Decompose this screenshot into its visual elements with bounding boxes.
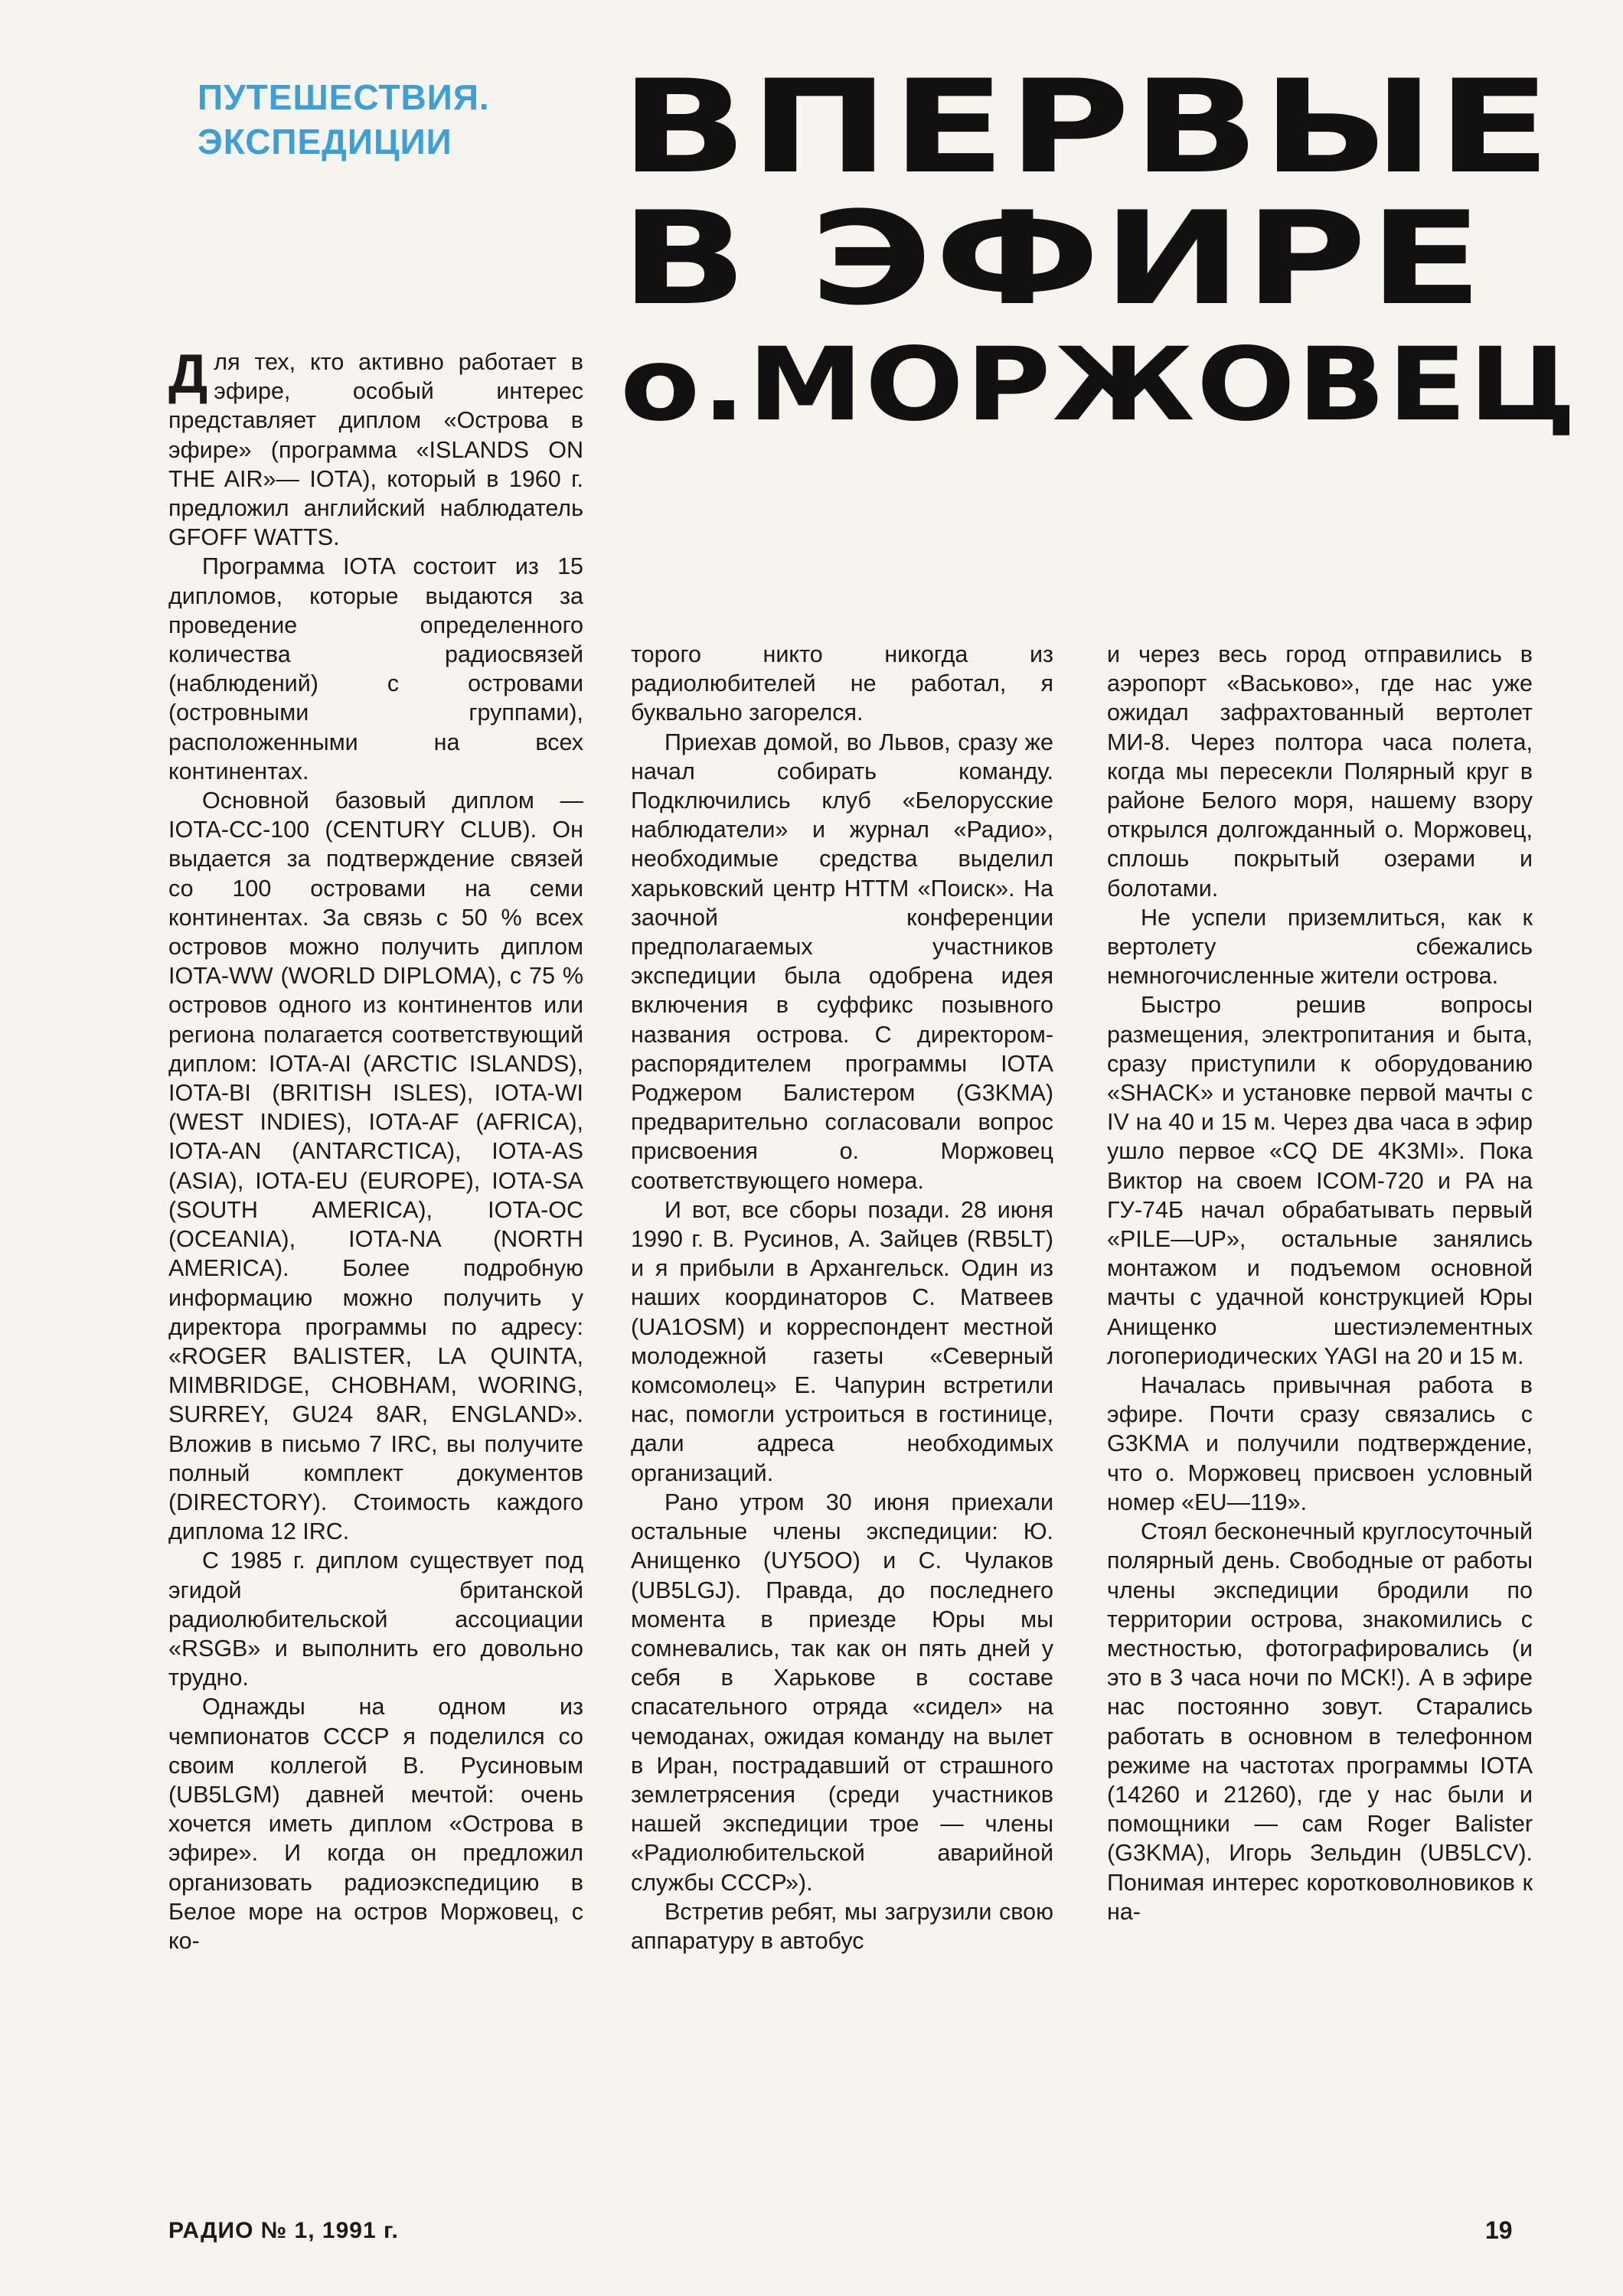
headline [620,52,1579,444]
section-rubric [198,75,490,164]
paragraph: Быстро решив вопросы размещения, электропитания и быта, сразу приступили к оборудованию «SHACK» и установке первой мачты с IV на 40 и 15 м. Через два часа в эфир ушло первое «CQ DE 4K3MI». Пока Виктор на своем ICOM-720 и PA на ГУ-74Б начал обрабатывать первый «PILE—UP», остальные занялись монтажом и подъемом основной мачты с удачной конструкцией Юры Анищенко шестиэлементных логопериодических YAGI на 20 и 15 м. [1107,992,1533,1369]
article-column-1 [168,344,583,1955]
paragraph: С 1985 г. диплом существует под эгидой британской радиолюбительской ассоциации «RSGB» и выполнить его довольно трудно. [168,1548,583,1691]
paragraph: Рано утром 30 июня приехали остальные члены экспедиции: Ю. Анищенко (UY5OO) и С. Чулаков (UB5LGJ). Правда, до последнего момента в приезде Юры мы сомневались, так как он пять дней у себя в Харькове в составе спасательного отряда «сидел» на чемоданах, ожидая команду на вылет в Иран, пострадавший от страшного землетрясения (среди участников нашей экспедиции трое — члены «Радиолюбительской аварийной службы СССР»). [631,1489,1053,1896]
headline-line-2: В ЭФИРЕ [620,184,1485,334]
paragraph: Программа IOTA состоит из 15 дипломов, которые выдаются за проведение определенного количества радиосвязей (наблюдений) с островами (островными группами), расположенными на всех континентах. [168,553,583,784]
magazine-issue: РАДИО № 1, 1991 г. [168,2218,399,2243]
rubric-line-1: ПУТЕШЕСТВИЯ. [198,77,490,117]
page-number: 19 [1485,2216,1513,2244]
paragraph: Стоял бесконечный круглосуточный полярный день. Свободные от работы члены экспедиции бродили по территории острова, знакомились с местностью, фотографировались (и это в 3 часа ночи по МСК!). А в эфире нас постоянно зовут. Старались работать в основном в телефонном режиме на частотах программы IOTA (14260 и 21260), где у нас были и помощники — сам Roger Balister (G3KMA), Игорь Зельдин (UB5LCV). Понимая интерес коротковолновиков к на- [1107,1518,1533,1925]
headline-line-1: ВПЕРВЫЕ [620,52,1553,202]
paragraph: Приехав домой, во Львов, сразу же начал собирать команду. Подключились клуб «Белорусские наблюдатели» и журнал «Радио», необходимые средства выделил харьковский центр НТТМ «Поиск». На заочной конференции предполагаемых участников экспедиции была одобрена идея включения в суффикс позывного названия острова. С директором-распорядителем программы IOTA Роджером Балистером (G3KMA) предварительно согласовали вопрос присвоения о. Моржовец соответствующего номера. [631,729,1053,1194]
paragraph: Встретив ребят, мы загрузили свою аппаратуру в автобус [631,1898,1053,1954]
rubric-line-2: ЭКСПЕДИЦИИ [198,122,452,161]
paragraph-text: ля тех, кто активно работает в эфире, особый интерес представляет диплом «Острова в эфире» (программа «ISLANDS ON THE AIR»— IOTA), который в 1960 г. предложил английский наблюдатель GFOFF WATTS. [168,349,583,551]
article-column-2 [631,640,1053,1955]
paragraph: И вот, все сборы позади. 28 июня 1990 г. В. Русинов, А. Зайцев (RB5LT) и я прибыли в Архангельск. Один из наших координаторов С. Матвеев (UA1OSM) и корреспондент местной молодежной газеты «Северный комсомолец» Е. Чапурин встретили нас, помогли устроиться в гостинице, дали адреса необходимых организаций. [631,1196,1053,1486]
paragraph: Основной базовый диплом — IOTA-CC-100 (CENTURY CLUB). Он выдается за подтверждение связей со 100 островами на семи континентах. За связь с 50 % всех островов можно получить диплом IOTA-WW (WORLD DIPLOMA), с 75 % островов одного из континентов или региона полагается соответствующий диплом: IOTA-AI (ARCTIC ISLANDS), IOTA-BI (BRITISH ISLES), IOTA-WI (WEST INDIES), IOTA-AF (AFRICA), IOTA-AN (ANTARCTICA), IOTA-AS (ASIA), IOTA-EU (EUROPE), IOTA-SA (SOUTH AMERICA), IOTA-OC (OCEANIA), IOTA-NA (NORTH AMERICA). Более подробную информацию можно получить у директора программы по адресу: «ROGER BALISTER, LA QUINTA, MIMBRIDGE, CHOBHAM, WORING, SURREY, GU24 8AR, ENGLAND». Вложив в письмо 7 IRC, вы получите полный комплект документов (DIRECTORY). Стоимость каждого диплома 12 IRC. [168,788,583,1545]
headline-line-3: о.МОРЖОВЕЦ [620,326,1579,444]
paragraph: и через весь город отправились в аэропорт «Васьково», где нас уже ожидал зафрахтованный вертолет МИ-8. Через полтора часа полета, когда мы пересекли Полярный круг в районе Белого моря, нашему взору открылся долгожданный о. Моржовец, сплошь покрытый озерами и болотами. [1107,641,1533,902]
article-column-3 [1107,640,1533,1926]
drop-cap: Д [168,344,208,405]
paragraph: торого никто никогда из радиолюбителей не работал, я буквально загорелся. [631,641,1053,726]
paragraph [168,344,583,552]
paragraph: Однажды на одном из чемпионатов СССР я поделился со своим коллегой В. Русиновым (UB5LGM) давней мечтой: очень хочется иметь диплом «Острова в эфире». И когда он предложил организовать радиоэкспедицию в Белое море на остров Моржовец, с ко- [168,1694,583,1954]
paragraph: Началась привычная работа в эфире. Почти сразу связались с G3KMA и получили подтверждение, что о. Моржовец присвоен условный номер «EU—119». [1107,1372,1533,1515]
paragraph: Не успели приземлиться, как к вертолету сбежались немногочисленные жители острова. [1107,904,1533,990]
